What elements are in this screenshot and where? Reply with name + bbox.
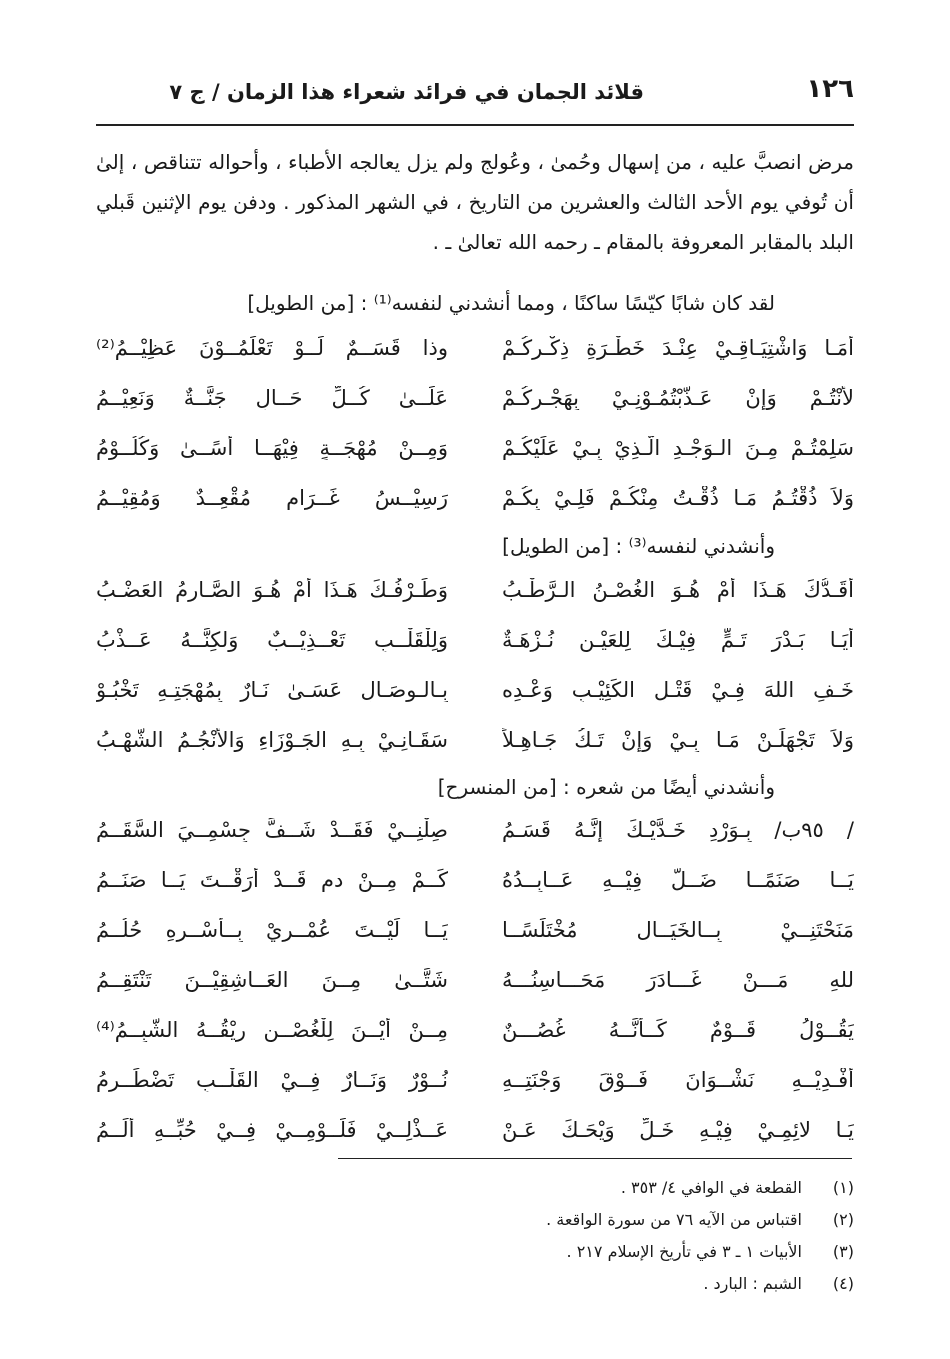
hemistich-first: يَقُــوْلُ قَــوْمٌ كَــأَنَّــهُ غُصُـــنٌ — [502, 1018, 854, 1042]
footnote-number: (٣) — [832, 1242, 854, 1261]
poem-1 — [96, 336, 854, 536]
footnote-number: (٤) — [832, 1274, 854, 1293]
verse — [96, 1068, 854, 1118]
verse — [96, 678, 854, 728]
footnotes — [96, 1172, 854, 1300]
footnote-number: (١) — [832, 1178, 854, 1197]
verse — [96, 1118, 854, 1168]
hemistich-first: وَلاَ تَجْهَلَـنْ مَـا بِـيْ وَإِنْ تَـكُ جَـاهِـلاً — [502, 728, 854, 752]
verse — [96, 578, 854, 628]
hemistich-first: للهِ مَـــنْ غَـــادَرَ مَحَـــاسِنُـــهُ — [502, 968, 854, 992]
hemistich-second: شَتَّــىٰ مِــنَ العَــاشِقِيْــنَ تَنْتَقِــمُ — [96, 968, 448, 992]
hemistich-first: خَـفِ اللهَ فِـيْ قَتْـلِ الكَئِيْـبِ وَعْـدِه — [502, 678, 854, 702]
footnote — [96, 1172, 854, 1204]
hemistich-first: / ٩٥ب/ بِـوَرْدِ خَـدَّيْـكَ إِنَّـهُ قَسَـمُ — [502, 818, 854, 842]
verse — [96, 918, 854, 968]
verse — [96, 1018, 854, 1068]
verse — [96, 386, 854, 436]
page-number: ١٢٦ — [806, 74, 854, 104]
poem-2 — [96, 578, 854, 778]
hemistich-second: رَسِيْــسُ غَــرَامٍ مُقْعِــدٌ وَمُقِيْــمُ — [96, 486, 448, 510]
poem-1-intro: لقد كان شابًا كيّسًا ساكنًا ، ومما أنشدني لنفسه⁽¹⁾ : [من الطويل] — [247, 291, 775, 315]
hemistich-second: يَــا لَيْــتَ عُمْــرِيْ بِــأَسْــرِهِ حُلُــمُ — [96, 918, 448, 942]
hemistich-second: وَمِــنْ مُهْجَــةٍ فِيْهَــا أَسًــىٰ وَكُلُــوْمُ — [96, 436, 448, 460]
footnote-text: اقتباس من الآيه ٧٦ من سورة الواقعة . — [546, 1210, 802, 1229]
running-title: قلائد الجمان في فرائد شعراء هذا الزمان / ج ٧ — [169, 80, 644, 104]
hemistich-first: أَيَـا بَـدْرَ تَـمٍّ فِيْـكَ لِلعَيْـنِ نُـزْهَـةٌ — [502, 628, 854, 652]
header-rule — [96, 124, 854, 126]
footnote-rule — [338, 1158, 852, 1159]
hemistich-second: وذا قَسَــمٌ لَــوْ تَعْلَمُــوْنَ عَظِيْــمُ⁽²⁾ — [96, 336, 448, 360]
poem-2-intro: وأنشدني لنفسه⁽³⁾ : [من الطويل] — [502, 534, 775, 558]
verse — [96, 818, 854, 868]
hemistich-second: صِلْنِــيْ فَقَــدْ شَــفَّ جِسْمِــيَ السَّقَــمُ — [96, 818, 448, 842]
verse — [96, 868, 854, 918]
verse — [96, 436, 854, 486]
verse — [96, 628, 854, 678]
page-header — [96, 74, 854, 124]
prose-paragraph: مرض انصبَّ عليه ، من إسهال وحُمىٰ ، وعُولج ولم يزل يعالجه الأطباء ، وأحواله تتناقص ، إلىٰ أن تُوفي يوم الأحد الثالث والعشرين من التاريخ ، في الشهر المذكور . ودفن يوم الإثنين قَبلي البلد بالمقابر المعروفة بالمقام ـ رحمه الله تعالىٰ ـ . — [96, 150, 854, 254]
footnote — [96, 1268, 854, 1300]
hemistich-second: عَلَــىٰ كُــلِّ حَــالٍ جَنَّــةٌ وَنَعِيْــمُ — [96, 386, 448, 410]
footnote-text: القطعة في الوافي ٤/ ٣٥٣ . — [620, 1178, 802, 1197]
hemistich-second: مِــنْ أَيْــنَ لِلْغُصْــنِ رِيْقُــهُ الشَّبِــمُ⁽⁴⁾ — [96, 1018, 448, 1042]
footnote-text: الشبم : البارد . — [703, 1274, 802, 1293]
hemistich-second: سَقَـانِـيْ بِـهِ الجَـوْزَاءِ وَالأَنْجُـمُ الشُّهْـبُ — [96, 728, 448, 752]
hemistich-second: وَلِلْقَلْــبِ تَعْــذِيْــبٌ وَلكِنَّــهُ عَــذْبُ — [96, 628, 448, 652]
verse — [96, 336, 854, 386]
verse — [96, 968, 854, 1018]
hemistich-second: عَــذْلِــيْ فَلَــوْمِــيْ فِــيْ حُبِّــهِ أَلَــمُ — [96, 1118, 448, 1142]
hemistich-second: كَــمْ مِــنْ دمٍ قَــدْ أَرَقْــتَ يَــا صَنَــمُ — [96, 868, 448, 892]
hemistich-first: وَلاَ ذُقْتُـمُ مَـا ذُقْـتُ مِنْكُـمْ فَلِـيْ بِكُـمْ — [502, 486, 854, 510]
hemistich-first: أَقَـدُّكَ هَـذَا أَمْ هُـوَ الغُصْـنُ الـرَّطْـبُ — [502, 578, 854, 602]
hemistich-first: سَلِمْتُـمْ مِـنَ الـوَجْـدِ الَّـذِيْ بِـيْ عَلَيْكُـمْ — [502, 436, 854, 460]
hemistich-second: بِـالـوِصَـالِ عَسَـىٰ نَـارٌ بِمُهْجَتِـهِ تَخْبُـوْ — [96, 678, 448, 702]
hemistich-first: مَنَحْتَنِــيْ بِــالخَيَــالِ مُخْتَلَسًــا — [502, 918, 854, 942]
poem-3 — [96, 818, 854, 1168]
hemistich-second: وَطَـرْفُـكَ هَـذَا أَمْ هُـوَ الصَّـارِمُ العَضْـبُ — [96, 578, 448, 602]
hemistich-first: أَفْـدِيْــهِ نَشْــوَانَ فَــوْقَ وَجْنَتِــهِ — [502, 1068, 854, 1092]
footnote-text: الأبيات ١ ـ ٣ في تأريخ الإسلام ٢١٧ . — [566, 1242, 802, 1261]
hemistich-first: لأَنْتُـمْ وَإِنْ عَـذَّبْتُمُـوْنِـيْ بِهَجْـرِكُـمْ — [502, 386, 854, 410]
poem-3-intro: وأنشدني أيضًا من شعره : [من المنسرح] — [437, 775, 775, 799]
hemistich-first: أَمَـا وَاشْتِيَـاقِـيْ عِنْـدَ خَطْـرَةِ ذِكْـرِكُـمْ — [502, 336, 854, 360]
hemistich-first: يَـا لائِمِـيْ فِيْـهِ خَـلِّ وَيْحَـكَ عَـنْ — [502, 1118, 854, 1142]
footnote — [96, 1236, 854, 1268]
footnote-number: (٢) — [832, 1210, 854, 1229]
footnote — [96, 1204, 854, 1236]
hemistich-first: يَــا صَنَمًــا ضَــلَّ فِيْــهِ عَــابِــدُهُ — [502, 868, 854, 892]
hemistich-second: نُــوْرٌ وَنَــارٌ فِــيْ القَلْــبِ تَضْطَــرِمُ — [96, 1068, 448, 1092]
